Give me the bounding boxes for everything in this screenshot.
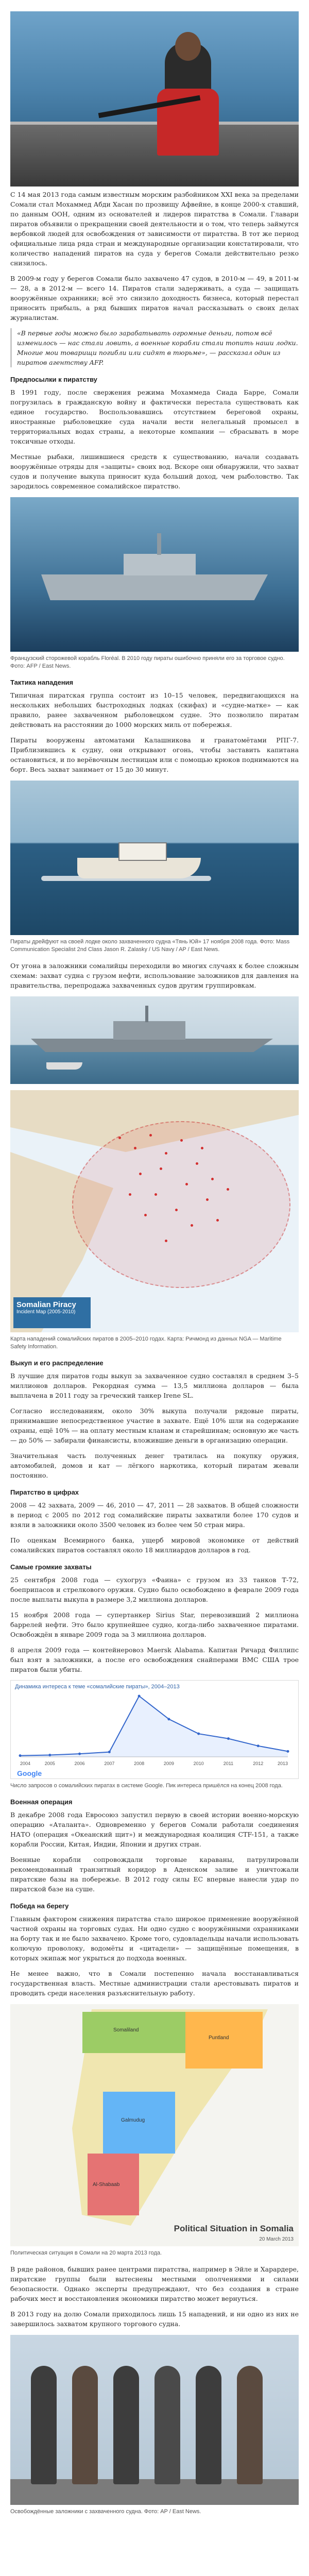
skiff-hull [77, 858, 201, 878]
x-tick-label: 2013 [277, 1761, 288, 1766]
data-point [287, 1750, 289, 1753]
x-tick-label: 2011 [223, 1761, 234, 1766]
incident-dot [227, 1188, 229, 1191]
trend-chart [10, 1680, 299, 1779]
incident-dot [118, 1137, 121, 1139]
map-legend [13, 1297, 91, 1328]
paragraph: Типичная пиратская группа состоит из 10–15 человек, передвигающихся на нескольких небольших быстроходных лодках (скифах) и «судне-матке» — как правило, ранее захваченном рыболовецком судне. Это позволило пиратам действовать на расстоянии до 1000 морских миль от побережья. [10, 691, 299, 728]
incident-map [10, 1090, 299, 1332]
incident-dot [165, 1240, 167, 1242]
series-area [20, 1696, 288, 1757]
incident-dot [206, 1198, 209, 1201]
data-point [108, 1751, 111, 1753]
paragraph: В лучшие для пиратов годы выкуп за захваченное судно составлял в среднем 3–5 миллионов долларов. Рекордная сумма — 13,5 миллиона долларов — была выплачена в 2011 году за греческий танкер Irene SL. [10, 1372, 299, 1399]
x-tick-label: 2007 [104, 1761, 115, 1766]
person-figure [113, 2366, 139, 2484]
paragraph: По оценкам Всемирного банка, ущерб мировой экономике от действий сомалийских пиратов составлял около 18 миллиардов долларов в год. [10, 1536, 299, 1554]
x-tick-label: 2006 [74, 1761, 85, 1766]
data-point [78, 1753, 81, 1755]
warship-mast [145, 1006, 148, 1022]
region-label: Puntland [209, 2035, 229, 2041]
incident-dot [160, 1167, 162, 1170]
paragraph: 25 сентября 2008 года — сухогруз «Фаина» с грузом из 33 танков Т-72, боеприпасов и стрелкового оружия. Судно было освобождено в феврале 2009 года после выплаты выкупа в размере 3,2 миллиона долларов. [10, 1576, 299, 1603]
article [10, 0, 299, 2538]
region-label: Al-Shabaab [93, 2182, 120, 2188]
google-logo: Google [17, 1769, 42, 1777]
skiff-shape [46, 1062, 82, 1070]
section-heading: Победа на берегу [10, 1902, 69, 1910]
hostages-photo [10, 2335, 299, 2505]
incident-dot [216, 1219, 219, 1222]
paragraph: 8 апреля 2009 года — контейнеровоз Maersk Alabama. Капитан Ричард Филлипс был взят в заложники, а после его освобождения снайперами ВМС США трое пиратов были убиты. [10, 1646, 299, 1673]
data-point [167, 1718, 170, 1720]
frigate-hull [41, 574, 268, 600]
paragraph: В 2013 году на долю Сомали приходилось лишь 15 нападений, и ни одно из них не завершилось захватом крупного торгового судна. [10, 2310, 299, 2328]
region-label: Somaliland [113, 2027, 139, 2033]
paragraph: Местные рыбаки, лишившиеся средств к существованию, начали создавать вооружённые отряды для «защиты» своих вод. Вскоре они обнаружили, что захват судов и получение выкупа приносит куда больший доход, чем рыболовство. Так зародилось современное сомалийское пиратство. [10, 453, 299, 490]
section-heading: Самые громкие захваты [10, 1563, 92, 1571]
paragraph: Военные корабли сопровождали торговые караваны, патрулировали рекомендованный транзитный коридор в Аденском заливе и уничтожали пиратские базы на побережье. В 2012 году силы ЕС впервые нанесли удар по пиратской базе на суше. [10, 1856, 299, 1893]
incident-dot [129, 1193, 131, 1196]
warship-superstructure [113, 1021, 185, 1040]
paragraph: В декабре 2008 года Евросоюз запустил первую в своей истории военно-морскую операцию «Аталанта». Одновременно у берегов Сомали работали соединения НАТО (операция «Океанский щит») и международная коалиция CTF-151, а также корабли России, Китая, Индии, Японии и других стран. [10, 1811, 299, 1848]
x-tick-label: 2004 [20, 1761, 31, 1766]
skiff-photo [10, 781, 299, 935]
section-heading: Пиратство в цифрах [10, 1488, 79, 1496]
map-legend-subtitle: Incident Map (2005-2010) [16, 1309, 76, 1315]
hero-photo [10, 11, 299, 187]
data-point [257, 1744, 260, 1747]
paragraph: Значительная часть полученных денег тратилась на покупку оружия, автомобилей, домов и кат — лёгкого наркотика, который пиратам жевали постоянно. [10, 1452, 299, 1479]
person-figure [196, 2366, 221, 2484]
x-tick-label: 2005 [44, 1761, 55, 1766]
incident-dot [196, 1162, 198, 1165]
paragraph: Пираты вооружены автоматами Калашникова и гранатомётами РПГ-7. Приблизившись к судну, они открывают огонь, чтобы заставить капитана остановиться, и по верёвочным лестницам или с помощью крюков поднимаются на борт. Весь захват занимает от 15 до 30 минут. [10, 736, 299, 773]
deck-shape [10, 125, 299, 187]
x-tick-label: 2010 [193, 1761, 204, 1766]
frigate-photo [10, 497, 299, 652]
political-map [10, 2004, 299, 2246]
section-heading: Выкуп и его распределение [10, 1359, 104, 1367]
pirate-head [175, 32, 201, 61]
person-figure [31, 2366, 57, 2484]
paragraph: Согласно исследованиям, около 30% выкупа получали рядовые пираты, принимавшие непосредственное участие в захвате. Ещё 10% шли на содержание охраны, ещё 10% — на оплату местным кланам и старейшинам; основную же часть — до 50% — забирали финансисты, вложившие деньги в организацию операции. [10, 1407, 299, 1444]
political-map-date: 20 March 2013 [259, 2236, 294, 2242]
x-tick-label: 2012 [253, 1761, 264, 1766]
paragraph: От угона в заложники сомалийцы переходили во многих случаях к более сложным схемам: захват судна с грузом нефти, использование заложников для давления на правительства, перепродажа захваченных судов другим группировкам. [10, 962, 299, 989]
paragraph: 2008 — 42 захвата, 2009 — 46, 2010 — 47, 2011 — 28 захватов. В общей сложности в период с 2005 по 2012 год сомалийские пираты захватили более 170 судов и взяли в заложники около 3500 человек из более чем 50 стран мира. [10, 1501, 299, 1529]
intro-paragraph: В 2009-м году у берегов Сомали было захвачено 47 судов, в 2010-м — 49, в 2011-м — 28, а в 2012-м — всего 14. Пиратов стали задерживать, а суда — защищать вооружённые охранники; всё это снизило доходность бизнеса, который перестал приносить прибыль, а ряд бывших пиратов начал рассказывать о своих делах журналистам. [10, 275, 299, 321]
chart-caption: Число запросов о сомалийских пиратах в системе Google. Пик интереса пришёлся на конец 2008 года. [10, 1783, 283, 1789]
section-heading: Военная операция [10, 1798, 73, 1806]
paragraph: В 1991 году, после свержения режима Мохаммеда Сиада Барре, Сомали погрузилась в гражданскую войну и фактически перестала существовать как единое государство. Воспользовавшись отсутствием береговой охраны, иностранные рыболовецкие суда начали вести нелегальный промысел в территориальных водах страны, а некоторые компании — сбрасывать в море токсичные отходы. [10, 388, 299, 445]
incident-dot [149, 1134, 152, 1137]
political-map-title: Political Situation in Somalia [174, 2224, 294, 2233]
incident-dot [185, 1183, 188, 1185]
warship-photo [10, 996, 299, 1084]
person-figure [154, 2366, 180, 2484]
paragraph: Главным фактором снижения пиратства стало широкое применение вооружённой частной охраны на торговых судах. Ни одно судно с вооружёнными охранниками на борту так и не было захвачено. Кроме того, судовладельцы начали использовать колючую проволоку, водомёты и «цитадели» — защищённые помещения, в которых экипаж мог укрыться до подхода военных. [10, 1915, 299, 1962]
paragraph: Не менее важно, что в Сомали постепенно начала восстанавливаться государственная власть. Местные администрации стали арестовывать пиратов и проводить среди населения разъяснительную работу. [10, 1970, 299, 1997]
photo-caption: Пираты дрейфуют на своей лодке около захваченного судна «Тянь Юй» 17 ноября 2008 года. Фото: Mass Communication Specialist 2nd Class Jason R. Zalasky / US Navy / AP / East News. [10, 939, 290, 953]
skiff-cabin [118, 842, 167, 861]
incident-dot [191, 1224, 193, 1227]
person-figure [72, 2366, 98, 2484]
data-point [138, 1695, 141, 1698]
incident-zone [72, 1121, 290, 1288]
incident-dot [201, 1147, 203, 1149]
incident-dot [134, 1147, 136, 1149]
incident-dot [211, 1178, 214, 1180]
incident-dot [139, 1173, 142, 1175]
data-point [197, 1733, 200, 1735]
incident-dot [144, 1214, 147, 1216]
photo-caption: Освобождённые заложники с захваченного судна. Фото: AP / East News. [10, 2509, 201, 2515]
x-tick-label: 2009 [163, 1761, 174, 1766]
incident-dot [165, 1152, 167, 1155]
map-caption: Карта нападений сомалийских пиратов в 2005–2010 годах. Карта: Ричмонд из данных NGA — Maritime Safety Information. [10, 1336, 282, 1350]
data-point [48, 1754, 51, 1756]
rail-shape [10, 122, 299, 125]
frigate-mast [157, 533, 161, 555]
region-label: Galmudug [121, 2117, 145, 2123]
incident-dot [175, 1209, 178, 1211]
person-figure [237, 2366, 263, 2484]
chart-title: Динамика интереса к теме «сомалийские пираты», 2004–2013 [15, 1684, 180, 1690]
trend-chart-svg [15, 1691, 293, 1768]
map-caption: Политическая ситуация в Сомали на 20 марта 2013 года. [10, 2250, 162, 2256]
section-heading: Предпосылки к пиратству [10, 376, 97, 383]
incident-dot [180, 1139, 183, 1142]
paragraph: 15 ноября 2008 года — супертанкер Sirius Star, перевозивший 2 миллиона баррелей нефти. Это было крупнейшее судно, когда-либо захваченное пиратами. Освобождён в январе 2009 года за 3 миллиона долларов. [10, 1611, 299, 1638]
incident-dot [154, 1193, 157, 1196]
frigate-superstructure [124, 554, 196, 575]
photo-caption: Французский сторожевой корабль Floréal. В 2010 году пираты ошибочно приняли его за торговое судно. Фото: AFP / East News. [10, 655, 285, 669]
warship-hull [31, 1039, 273, 1052]
section-heading: Тактика нападения [10, 679, 74, 686]
data-point [19, 1754, 22, 1757]
x-tick-label: 2008 [134, 1761, 145, 1766]
map-legend-title: Somalian Piracy [16, 1300, 76, 1309]
data-point [227, 1737, 230, 1740]
intro-quote: «В первые годы можно было зарабатывать огромные деньги, потом всё изменилось — нас стали ловить, а военные корабли стали топить наши лодки. Многие мои товарищи погибли или сидят в тюрьме», — рассказал один из пиратов агентству AFP. [10, 328, 299, 367]
paragraph: В ряде районов, бывших ранее центрами пиратства, например в Эйле и Харардере, пиратские группы были вытеснены местными ополчениями и силами безопасности. Однако эксперты предупреждают, что без создания в стране рабочих мест и восстановления экономики пиратство может вернуться. [10, 2265, 299, 2302]
intro-paragraph: С 14 мая 2013 года самым известным морским разбойником XXI века за пределами Сомали стал Мохаммед Абди Хасан по прозвищу Афвейне, в конце 2000-х ставший, по данным ООН, одним из основателей и лидеров пиратства в Сомали. Главари пиратов объявили о прекращении своей деятельности и о том, что теперь займутся вербовкой людей для освобождения от зависимости от пиратства. В тот же период официальные лица ряда стран и международные организации констатировали, что количество нападений пиратов на суда у берегов Сомали действительно резко снизилось. [10, 191, 299, 267]
